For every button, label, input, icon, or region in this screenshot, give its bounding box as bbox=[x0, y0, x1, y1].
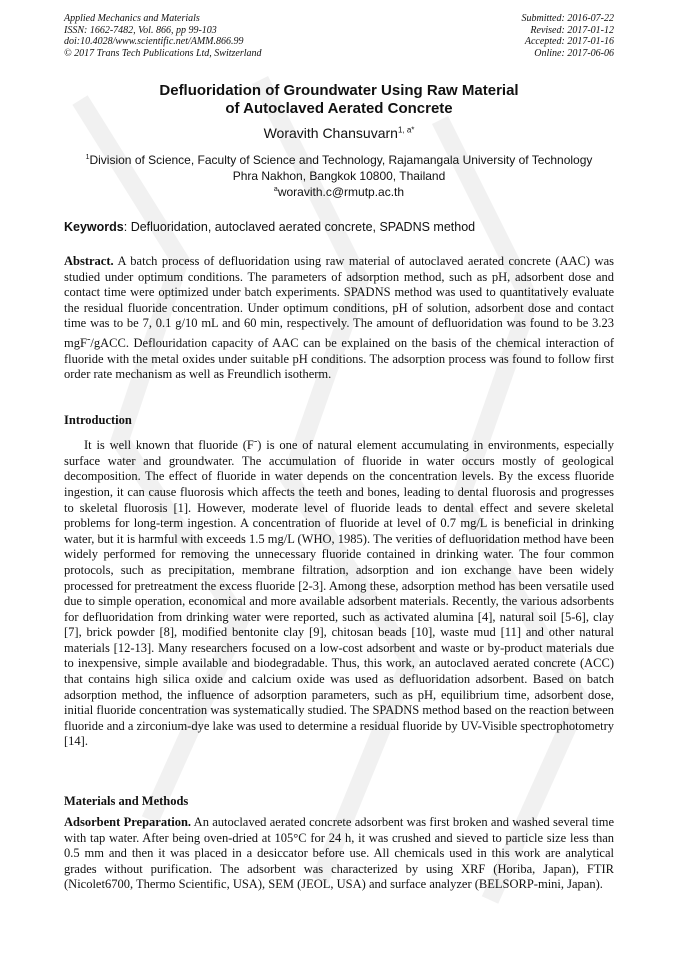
abstract bbox=[64, 254, 614, 383]
author-line bbox=[40, 125, 638, 141]
keywords-label: Keywords bbox=[64, 220, 124, 234]
email-superscript: a bbox=[273, 186, 278, 193]
issn-line: ISSN: 1662-7482, Vol. 866, pp 99-103 bbox=[64, 24, 217, 36]
keywords bbox=[64, 220, 614, 234]
affiliation-line-1: Division of Science, Faculty of Science and Technology, Rajamangala University of Technology bbox=[89, 153, 593, 167]
adsorbent-preparation-label: Adsorbent Preparation. bbox=[64, 815, 192, 829]
email-address[interactable]: woravith.c@rmutp.ac.th bbox=[277, 185, 405, 199]
introduction-superscript: - bbox=[253, 436, 258, 447]
abstract-text-1: A batch process of defluoridation using raw material of autoclaved aerated concrete (AAC) was studied under optimum conditions. The parameters of adsorption method, such as pH, adsorbent dose and contact time were optimized under batch experiments. SPADNS method was used to quantitatively evaluate the residual fluoride concentration. Under optimum conditions, pH of solution, adsorbent dose and contact time was to be 7, 0.1 g/10 mL and 60 min, respectively. The amount of defluoridation was found to be 3.23 mgF bbox=[64, 254, 614, 351]
affiliation-line-2: Phra Nakhon, Bangkok 10800, Thailand bbox=[232, 168, 446, 183]
journal-name: Applied Mechanics and Materials bbox=[64, 13, 200, 24]
revised-date: Revised: 2017-01-12 bbox=[530, 24, 614, 36]
keywords-text: : Defluoridation, autoclaved aerated concrete, SPADNS method bbox=[123, 220, 476, 234]
author-superscript: 1, a* bbox=[397, 125, 415, 135]
materials-heading: Materials and Methods bbox=[64, 794, 189, 808]
introduction-paragraph bbox=[64, 434, 614, 750]
journal-header bbox=[64, 13, 262, 59]
abstract-text-2: /gACC. Deflouridation capacity of AAC can be explained on the basis of the chemical interaction of fluoride with the metal oxides under suitable pH conditions. The adsorption process was found to follow first order rate mechanism as well as Freundlich isotherm. bbox=[64, 336, 614, 382]
introduction-text-1: It is well known that fluoride (F bbox=[84, 438, 254, 453]
abstract-label: Abstract. bbox=[64, 254, 114, 268]
materials-paragraph bbox=[64, 815, 614, 893]
affiliation bbox=[40, 150, 638, 184]
accepted-date: Accepted: 2017-01-16 bbox=[524, 36, 614, 47]
materials-text: An autoclaved aerated concrete adsorbent was first broken and washed several time with tap water. After being oven-dried at 105°C for 24 h, it was crushed and sieved to particle size less than 0.5 mm and then it was placed in a desiccator before use. All chemicals used in this work are analytical grades without purification. The adsorbent was characterized by using XRF (Horiba, Japan), FTIR (Nicolet6700, Thermo Scientific, USA), SEM (JEOL, USA) and surface analyzer (BELSORP-mini, Japan). bbox=[64, 815, 614, 892]
paper-title bbox=[40, 82, 638, 118]
author-email bbox=[40, 185, 638, 199]
introduction-heading: Introduction bbox=[64, 413, 132, 427]
copyright-line: © 2017 Trans Tech Publications Ltd, Switzerland bbox=[64, 47, 262, 59]
introduction-text-2: ) is one of natural element accumulating in environments, especially surface water and groundwater. The accumulation of fluoride in water occurs mostly of geological decomposition. The effect of fluoride in water depends on the concentration levels. By the excess fluoride ingestion, it can cause fluorosis which affects the teeth and bones, leading to dental fluorosis and progresses to skeletal fluorosis [1]. However, moderate level of fluoride leads to dental effect and severe skeletal problems for long-term ingestion. A concentration of fluoride at level of 0.7 mg/L is beneficial in drinking water, but it is harmful with exceeds 1.5 mg/L (WHO, 1985). The verities of defluoridation method have been widely performed for removing the unnecessary fluoride contained in drinking water. The four common protocols, such as precipitation, membrane filtration, adsorption and ion exchange have been widely processed for pretreatment the excess fluoride [2-3]. Among these, adsorption method has been versatile used due to simple operation, economical and more available adsorbent materials. Recently, the various adsorbents for defluoridation from drinking water were reported, such as activated alumina [4], natural soil [5-6], clay [7], brick powder [8], modified bentonite clay [9], chitosan beads [10], waste mud [11] and other natural materials [12-13]. Many researchers focused on a low-cost adsorbent and waste or by-product materials due to inexpensive, simple available and biodegradable. Thus, this work, an autoclaved aerated concrete (ACC) that contains high silica oxide and calcium oxide was used as defluoridation adsorbent. Based on batch adsorption method, the influence of adsorption parameters, such as pH, equilibrium time, adsorbent dose, initial fluoride concentration was systematically studied. The SPADNS method based on the reaction between fluoride and a zirconium-dye lake was used to determine a residual fluoride by UV-Visible spectrophotometry [14]. bbox=[64, 438, 615, 749]
title-line-1: Defluoridation of Groundwater Using Raw Material bbox=[159, 82, 519, 99]
dates-header bbox=[522, 13, 615, 59]
affiliation-superscript: 1 bbox=[85, 154, 90, 161]
title-line-2: of Autoclaved Aerated Concrete bbox=[225, 100, 453, 117]
abstract-superscript: - bbox=[86, 333, 91, 345]
doi-line: doi:10.4028/www.scientific.net/AMM.866.99 bbox=[64, 36, 244, 47]
online-date: Online: 2017-06-06 bbox=[534, 47, 614, 59]
submitted-date: Submitted: 2016-07-22 bbox=[521, 13, 614, 24]
author-name: Woravith Chansuvarn bbox=[263, 125, 398, 141]
